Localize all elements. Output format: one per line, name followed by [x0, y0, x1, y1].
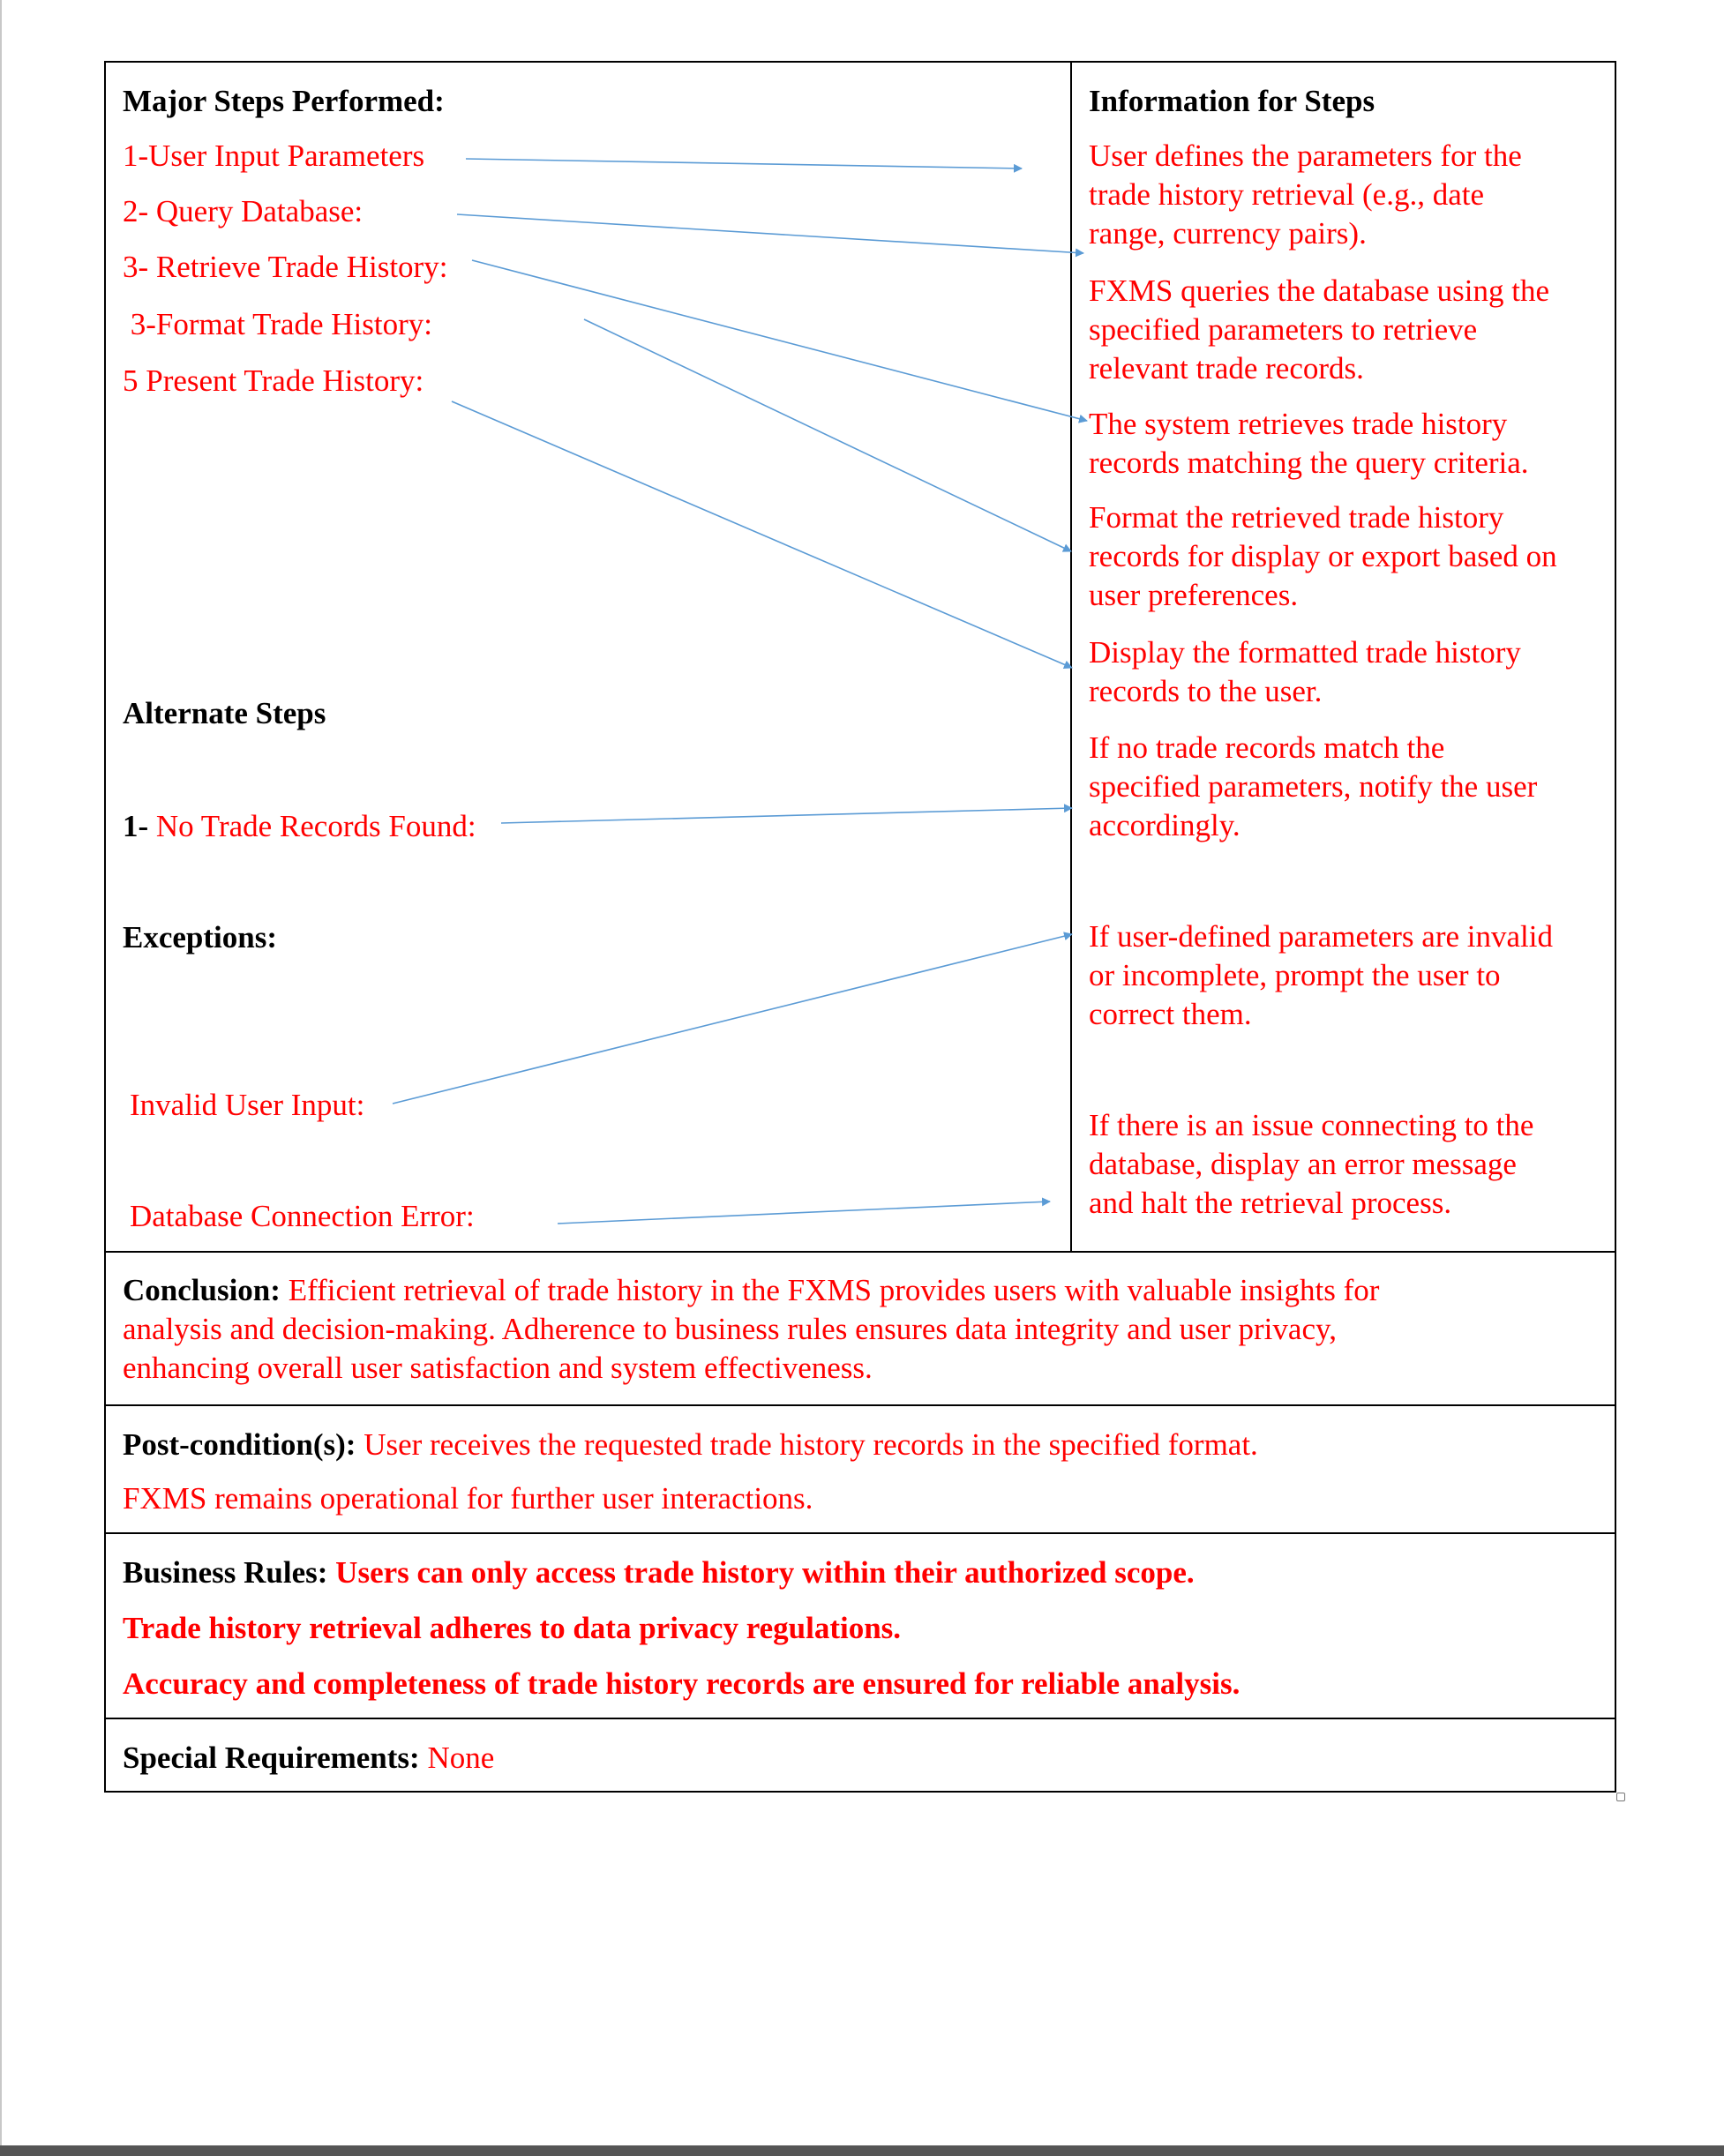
info-6-line-3: accordingly.	[1089, 808, 1241, 842]
info-8-line-1: If there is an issue connecting to the	[1089, 1108, 1534, 1142]
info-1-line-3: range, currency pairs).	[1089, 216, 1367, 251]
conclusion-text-1: Efficient retrieval of trade history in the FXMS provides users with valuable insights for	[280, 1273, 1380, 1307]
conclusion-row	[123, 1271, 1379, 1388]
major-step-1: 1-User Input Parameters	[123, 138, 425, 173]
conclusion-line-1	[123, 1271, 1379, 1310]
info-5-line-1: Display the formatted trade history	[1089, 635, 1521, 670]
business-rules-label: Business Rules:	[123, 1555, 328, 1590]
special-requirements-value: None	[419, 1741, 495, 1775]
info-2-line-3: relevant trade records.	[1089, 351, 1364, 386]
info-7-line-1: If user-defined parameters are invalid	[1089, 919, 1553, 954]
major-step-3: 3- Retrieve Trade History:	[123, 250, 448, 284]
alternate-steps-heading: Alternate Steps	[123, 696, 326, 730]
business-rule-3: Accuracy and completeness of trade history records are ensured for reliable analysis.	[123, 1666, 1241, 1701]
info-2-line-2: specified parameters to retrieve	[1089, 312, 1478, 347]
postcondition-label: Post-condition(s):	[123, 1427, 356, 1462]
business-rule-1: Users can only access trade history within their authorized scope.	[327, 1555, 1195, 1590]
arrow-step-5	[452, 401, 1072, 668]
info-5-line-2: records to the user.	[1089, 674, 1323, 708]
arrow-step-1	[466, 159, 1022, 168]
info-4-line-2: records for display or export based on	[1089, 539, 1557, 573]
info-4-line-3: user preferences.	[1089, 578, 1299, 612]
exception-db-connection: Database Connection Error:	[130, 1199, 475, 1233]
arrow-step-4	[584, 319, 1071, 551]
special-requirements-line	[123, 1739, 494, 1778]
info-4-line-1: Format the retrieved trade history	[1089, 500, 1504, 535]
conclusion-line-3: enhancing overall user satisfaction and system effectiveness.	[123, 1351, 873, 1385]
exception-invalid-input: Invalid User Input:	[130, 1088, 365, 1122]
info-3-line-2: records matching the query criteria.	[1089, 445, 1529, 480]
postcondition-text: User receives the requested trade history records in the specified format.	[356, 1427, 1258, 1462]
arrow-exception-1	[393, 934, 1072, 1104]
info-1-line-1: User defines the parameters for the	[1089, 138, 1522, 173]
postcondition-line-1	[123, 1426, 1258, 1464]
info-6-line-2: specified parameters, notify the user	[1089, 769, 1538, 804]
info-2-line-1: FXMS queries the database using the	[1089, 273, 1549, 308]
special-requirements-label: Special Requirements:	[123, 1741, 420, 1775]
business-rule-2: Trade history retrieval adheres to data privacy regulations.	[123, 1611, 902, 1645]
arrow-step-3	[472, 260, 1087, 421]
conclusion-label: Conclusion:	[123, 1273, 281, 1307]
conclusion-line-2: analysis and decision-making. Adherence to business rules ensures data integrity and user privacy,	[123, 1312, 1337, 1346]
info-3-line-1: The system retrieves trade history	[1089, 407, 1508, 441]
info-8-line-3: and halt the retrieval process.	[1089, 1186, 1452, 1220]
arrow-alternate-1	[501, 808, 1072, 823]
business-rules-line-1	[123, 1553, 1195, 1592]
major-steps-heading: Major Steps Performed:	[123, 84, 445, 118]
arrow-step-2	[457, 214, 1083, 253]
alternate-step-text: No Trade Records Found:	[148, 809, 476, 843]
major-step-5: 5 Present Trade History:	[123, 363, 424, 398]
arrow-exception-2	[558, 1202, 1050, 1224]
info-6-line-1: If no trade records match the	[1089, 730, 1445, 765]
major-step-4: 3-Format Trade History:	[123, 307, 432, 341]
info-7-line-3: correct them.	[1089, 997, 1252, 1031]
major-step-2: 2- Query Database:	[123, 194, 364, 228]
exceptions-heading: Exceptions:	[123, 920, 277, 954]
info-heading: Information for Steps	[1089, 84, 1375, 118]
info-8-line-2: database, display an error message	[1089, 1147, 1517, 1181]
alternate-step-number: 1-	[123, 809, 149, 843]
postcondition-text-2: FXMS remains operational for further user interactions.	[123, 1481, 813, 1516]
page-bottom-edge	[0, 2145, 1724, 2156]
table-resize-handle[interactable]	[1616, 1793, 1625, 1801]
info-1-line-2: trade history retrieval (e.g., date	[1089, 177, 1484, 212]
info-7-line-2: or incomplete, prompt the user to	[1089, 958, 1501, 992]
